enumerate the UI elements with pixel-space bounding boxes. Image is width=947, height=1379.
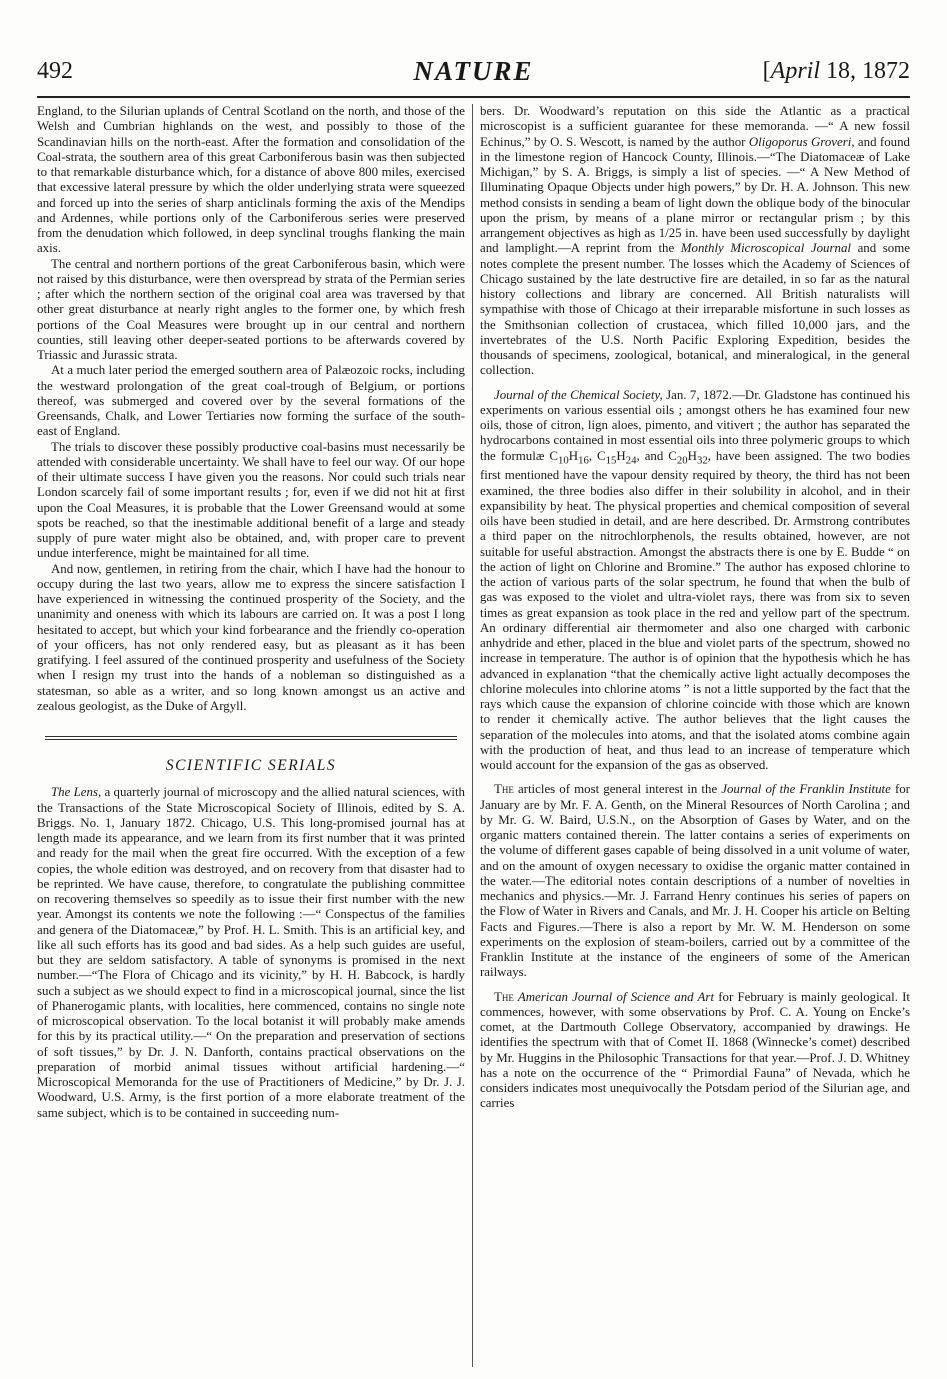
journal-title: NATURE <box>413 56 534 86</box>
paragraph: The central and northern portions of the great Carboniferous basin, which were not raised by this disturbance, were then overspread by strata of the Permian series ; after which the northern section of the original coal area was traversed by that other great disturbance at nearly right angles to the former one, by which fresh portions of the Coal Measures were brought up in our central and northern counties, still leaving other deeper-seated portions to be afterwards covered by Triassic and Jurassic strata. <box>37 256 465 362</box>
paragraph: At a much later period the emerged southern area of Palæozoic rocks, including the westward prolongation of the great coal-trough of Belgium, or portions thereof, was submerged and covered over by the several formations of the Greensands, Chalk, and Lower Tertiaries now forming the surface of the south-east of England. <box>37 363 465 439</box>
paragraph: The Lens, a quarterly journal of microscopy and the allied natural sciences, with the Transactions of the State Microscopical Society of Illinois, edited by S. A. Briggs. No. 1, January 1872. Chicago, U.S. This long-promised journal has at length made its appearance, and we learn from its first number that it was printed and ready for the mail when the great fire occurred. With the exception of a few copies, the whole edition was destroyed, and on recovery from that disaster had to be reprinted. We have cause, therefore, to congratulate the publishing committee on recovering themselves so speedily as to issue their first number with the new year. Amongst its contents we note the following :—“ Conspectus of the families and genera of the Diatomaceæ,” by Prof. H. L. Smith. This is an artificial key, and like all such efforts has its good and bad sides. As a help such guides are useful, but they are seldom satisfactory. A table of synonyms is promised in the next number.—“The Flora of Chicago and its vicinity,” by H. H. Babcock, is hardly such a subject as we should expect to find in a microscopical journal, since the list of Phanerogamic plants, with localities, here commenced, contains no single note of microscopical observation. To the local botanist it will probably make amends for this by its practical utility.—“ On the preparation and preservation of sections of soft tissues,” by Dr. J. N. Danforth, contains practical observations on the preparation of morbid animal tissues without artificial hardening.—“ Microscopical Memoranda for the use of Practitioners of Medicine,” by Dr. J. J. Woodward, U.S. Army, is the first portion of a more elaborate treatment of the same subject, which is to be contained in succeeding num- <box>37 785 465 1120</box>
header-rule <box>37 96 910 98</box>
section-title: SCIENTIFIC SERIALS <box>165 757 337 774</box>
paragraph: England, to the Silurian uplands of Central Scotland on the north, and those of the Welsh and Cumbrian highlands on the west, and possibly to those of the Scandinavian hills on the north-east. After the formation and consolidation of the Coal-strata, the southern area of this great Carboniferous basin was then subjected to that remarkable disturbance which, for a distance of above 800 miles, exercised that excessive lateral pressure by which the older underlying strata were squeezed and forced up into the series of sharp anticlinals forming the axis of the Mendips and Ardennes, while portions only of the Carboniferous series were preserved from the denudation which followed, in deep synclinal troughs flanking the main axis. <box>37 104 465 256</box>
paragraph: The articles of most general interest in the Journal of the Franklin Institute for January are by Mr. F. A. Genth, on the Mineral Resources of North Carolina ; and by Mr. G. W. Baird, U.S.N., on the Absorption of Gases by Water, and on the organic matters contained therein. The latter contains a series of experiments on the volume of different gases capable of being dissolved in a unit volume of water, and on the amount of oxygen necessary to oxidise the organic matter contained in the water.—The editorial notes contain descriptions of a number of novelties in mechanics and physics.—Mr. J. Farrand Henry continues his series of papers on the Flow of Water in Rivers and Canals, and Mr. J. H. Cooper his article on Belting Facts and Figures.—There is also a report by Mr. W. M. Henderson on some experiments on the explosion of steam-boilers, carried out by a committee of the Franklin Institute at the instance of the engineers of some of the American railways. <box>480 782 910 980</box>
section-divider <box>45 736 457 740</box>
page-number: 492 <box>37 58 73 84</box>
paragraph: The trials to discover these possibly productive coal-basins must necessarily be attended with considerable uncertainty. We shall have to feel our way. Of our hope of their ultimate success I have given you the reasons. Nor could such trials near London scarcely fail of some important results ; for, even if we did not hit at first upon the Coal Measures, it is probable that the Lower Greensand would at some spots be reached, so that the inestimable additional benefit of a large and steady supply of pure water might also be obtained, and, with proper care to prevent undue interference, might be maintained for all time. <box>37 439 465 561</box>
column-divider <box>472 104 473 1367</box>
paragraph: And now, gentlemen, in retiring from the chair, which I have had the honour to occupy during the last two years, allow me to express the sincere satisfaction I have experienced in witnessing the continued prosperity of the Society, and the unanimity and oneness with which its labours are carried on. It was a post I long hesitated to accept, but which your kind forbearance and the friendly co-operation of your officers, has not only rendered easy, but as pleasant as it has been gratifying. I feel assured of the continued prosperity and usefulness of the Society when I resign my trust into the hands of a nobleman so distinguished as a statesman, so able as a writer, and so long known amongst us an active and zealous geologist, as the Duke of Argyll. <box>37 561 465 713</box>
paragraph: The American Journal of Science and Art for February is mainly geological. It commences, however, with some observations by Prof. C. A. Young on Encke’s comet, at the Dartmouth College Observatory, accompanied by drawings. He identifies the spectrum with that of Comet II. 1868 (Winnecke’s comet) described by Mr. Huggins in the Philosophic Transactions for that year.—Prof. J. D. Whitney has a note on the occurrence of the “ Primordial Fauna” of Nevada, which he considers indicates most unequivocally the Potsdam period of the Silurian age, and carries <box>480 989 910 1111</box>
issue-date: [April 18, 1872 <box>762 58 910 84</box>
left-column <box>37 104 465 1121</box>
paragraph: bers. Dr. Woodward’s reputation on this side the Atlantic as a practical microscopist is a sufficient guarantee for these memoranda. —“ A new fossil Echinus,” by O. S. Wescott, is named by the author Oligoporus Groveri, and found in the limestone region of Hancock County, Illinois.—“The Diatomaceæ of Lake Michigan,” by S. A. Briggs, is simply a list of species. —“ A New Method of Illuminating Opaque Objects under high powers,” by Dr. H. A. Johnson. This new method consists in sending a beam of light down the oblique body of the binocular upon the prism, by means of a plane mirror or rectangular prism ; by this arrangement objectives as high as 1/25 in. have been used successfully by daylight and lamplight.—A reprint from the Monthly Microscopical Journal and some notes complete the present number. The losses which the Academy of Sciences of Chicago sustained by the late destructive fire are detailed, in so far as the natural history collections and library are concerned. All British naturalists will sympathise with those of Chicago at their irreparable misfortune in such losses as the Smithsonian collection of crustacea, which filled 10,000 jars, and the invertebrates of the U.S. North Pacific Exploring Expedition, besides the thousands of specimens, zoological, botanical, and mineralogical, in the general collection. <box>480 104 910 378</box>
paragraph: Journal of the Chemical Society, Jan. 7, 1872.—Dr. Gladstone has continued his experiments on various essential oils ; amongst others he has examined four new oils, those of citron, lign aloes, pimento, and vitivert ; the author has separated the hydrocarbons contained in most essential oils into three polymeric groups to which the formulæ $C_{10}H_{16}$, $C_{15}H_{24}$, and $C_{20}H_{32}$, have been assigned. The two bodies first mentioned have the vapour density required by theory, the third has not been examined, the three bodies also differ in their solubility in alcohol, and in their expansibility by heat. The physical properties and chemical composition of several oils have been studied in detail, and are here described. Dr. Armstrong contributes a third paper on the nitrochlorphenols, the results obtained, however, are not suitable for useful abstraction. Amongst the abstracts there is one by E. Budde “ on the action of light on Chlorine and Bromine.” The author has exposed chlorine to the action of various parts of the solar spectrum, he found that when the bulb of gas was exposed to the violet and ultra-violet rays, there was from six to seven times as great expansion as took place in the red and yellow part of the spectrum. An ordinary differential air thermometer and also one charged with carbonic anhydride and ether, placed in the blue and violet parts of the spectrum, showed no increase in temperature. The author is of opinion that the hypothesis which he has advanced in explanation “that the chemically active light actually decomposes the chlorine molecules into chlorine atoms ” is not a little supported by the fact that the rays which cause the expansion of chlorine coincide with those which are known to render it chemically active. The author believes that the light causes the separation of the molecules into atoms, and that the isolated atoms combine again with the production of heat, and thus lead to an increase of temperature which would account for the expansion of the gas as observed. <box>480 387 910 773</box>
page-header <box>37 56 910 96</box>
right-column <box>480 104 910 1112</box>
